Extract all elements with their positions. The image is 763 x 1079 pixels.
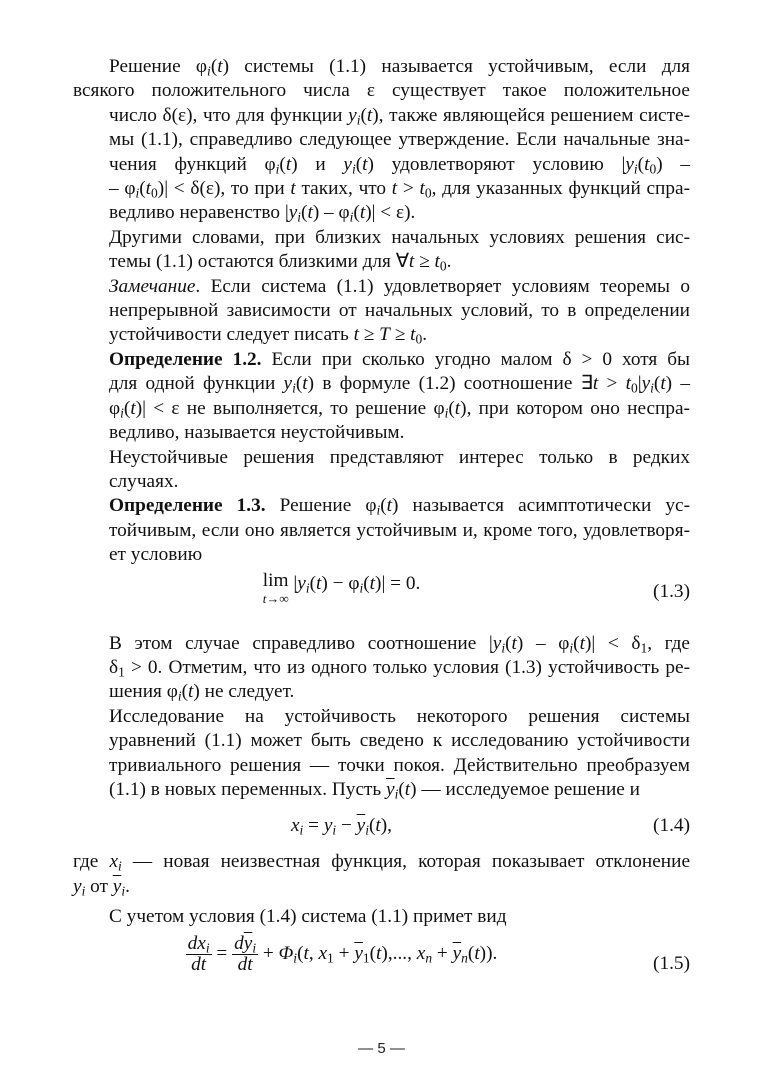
fraction-dy-dt: $\frac{d\overline{y}_i}{dt}$ [234,932,257,975]
equation-1-5: $\frac{dx_i}{dt}$ = $\frac{d\overline{y}_i}{dt}$ + $\Phi_i(t$, $x_1 + \overline{y}_1(t)$,..., $x_n + \overline{y}_n(t)$). (1.5) [187,932,690,975]
equation-1-4: $x_i = y_i - \overline{y}_i(t)$, (1.4) [290,815,690,838]
paragraph-case: В этом случае справедливо соотношение $|y_i(t) - \varphi_i(t)| < \delta_1$, где $\delta_1 > 0$. Отметим, что из одного только условия (1.3) устойчивость ре- шения $\varphi_i(t)$ не следует. [109,632,690,704]
paragraph-definition-1-2: Определение 1.2. Если при сколько угодно малом δ > 0 хотя бы для одной функции $y_i(t)$ в формуле (1.2) соотношение ∃t > $t_0|y_i(t)$ – $\varphi_i(t)| < \varepsilon$ не выполняется, то решение $\varphi_i(t)$, при котором оно неспра- ведливо, называется неустойчивым. [109,348,691,444]
paragraph-where: где $x_i$ — новая неизвестная функция, которая показывает отклонение $y_i$ от $\overline{y}_i$. [73,851,691,899]
equation-number: (1.4) [653,815,690,837]
limit-operator: lim t→∞ [262,569,289,606]
page-number: — 5 — [358,1040,405,1057]
paragraph-remark: Замечание. Если система (1.1) удовлетворяет условиям теоремы о непрерывной зависимости от начальных условий, то в определении устойчивости следует писать $t \ge T \ge t_0$. [109,275,690,347]
paragraph-with-condition: С учетом условия (1.4) система (1.1) примет вид [109,906,507,928]
paragraph-definition-1-3: Определение 1.3. Решение $\varphi_i(t)$ называется асимптотически ус- тойчивым, если оно является устойчивым и, кроме того, удовлетворя- ет условию [109,495,690,566]
paragraph-unstable-note: Неустойчивые решения представляют интерес только в редких случаях. [109,446,690,492]
page-body [73,55,690,996]
fraction-dx-dt: $\frac{dx_i}{dt}$ [187,932,210,975]
equation-number: (1.3) [653,580,690,602]
paragraph-stability-definition: Решение $\varphi_i(t)$ системы (1.1) называется устойчивым, если для всякого положительного числа ε существует такое положительное число δ(ε), что для функции $y_i(t)$, также являющейся решением систе- мы (1.1), справедливо следующее утверждение. Если начальные зна- чения функций $\varphi_i(t)$ и $y_i(t)$ удовлетворяют условию $|y_i(t_0)$ – – $\varphi_i(t_0)| < \delta(\varepsilon)$, то при t таких, что $t > t_0$, для указанных функций спра- ведливо неравенство $|y_i(t) - \varphi_i(t)| < \varepsilon$). [73,56,691,225]
equation-1-3: lim t→∞ $|y_i(t) - \varphi_i(t)| = 0$. (1.3) [262,569,690,606]
equation-number: (1.5) [653,952,690,974]
paragraph-research: Исследование на устойчивость некоторого решения системы уравнений (1.1) может быть сведено к исследованию устойчивости тривиального решения — точки покоя. Действительно преобразуем (1.1) в новых переменных. Пусть $\overline{y}_i(t)$ — исследуемое решение и [109,705,690,802]
paragraph-other-words: Другими словами, при близких начальных условиях решения сис- темы (1.1) остаются близкими для ∀t ≥ $t_0$. [109,226,690,274]
